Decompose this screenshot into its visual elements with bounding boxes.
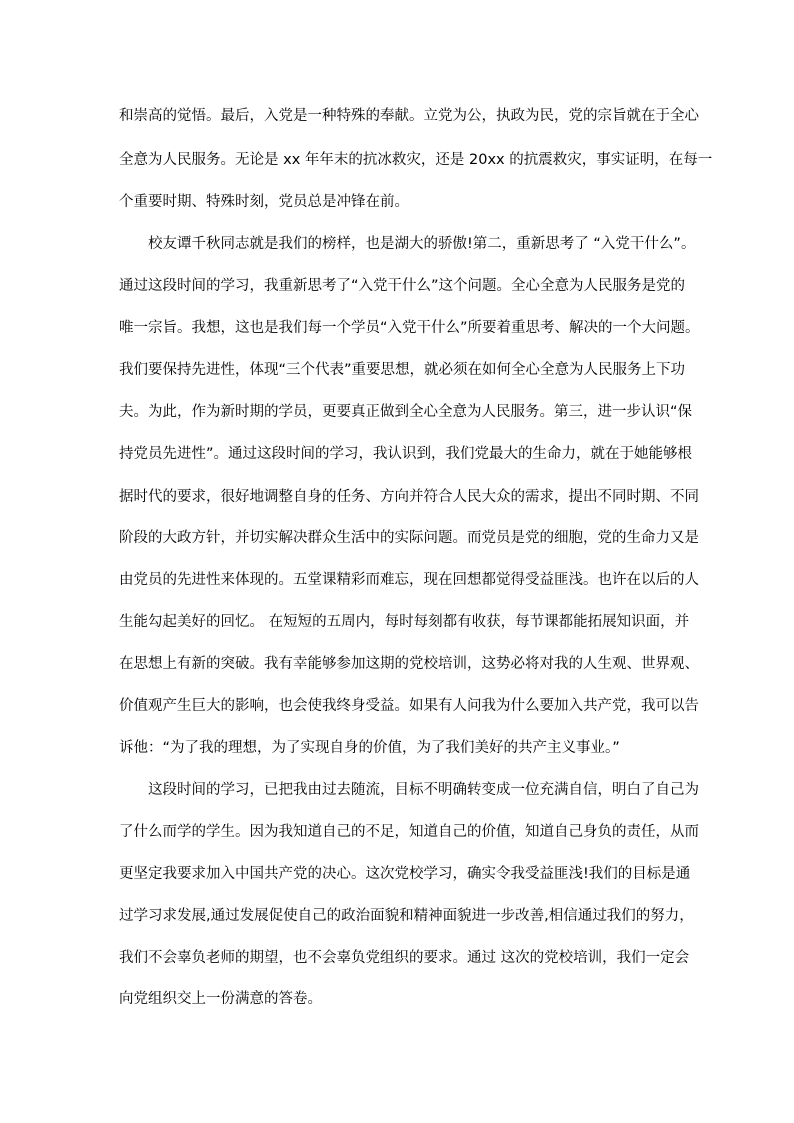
paragraph-line: 我们要保持先进性，体现“三个代表”重要思想，就必须在如何全心全意为人民服务上下功	[119, 362, 686, 378]
paragraph-line: 全意为人民服务。无论是 xx 年年末的抗冰救灾，还是 20xx 的抗震救灾，事实证明，在每一	[119, 152, 713, 168]
paragraph-line: 唯一宗旨。我想，这也是我们每一个学员“入党干什么”所要着重思考、解决的一个大问题。	[119, 320, 700, 336]
paragraph-line: 价值观产生巨大的影响，也会使我终身受益。如果有人问我为什么要加入共产党，我可以告	[119, 698, 699, 714]
paragraph-line: 我们不会辜负老师的期望，也不会辜负党组织的要求。通过 这次的党校培训，我们一定会	[119, 950, 690, 966]
paragraph-line: 通过这段时间的学习，我重新思考了“入党干什么”这个问题。全心全意为人民服务是党的	[119, 278, 686, 294]
paragraph-line: 由党员的先进性来体现的。五堂课精彩而难忘，现在回想都觉得受益匪浅。也许在以后的人	[119, 572, 699, 588]
paragraph-line: 据时代的要求，很好地调整自身的任务、方向并符合人民大众的需求，提出不同时期、不同	[119, 489, 699, 505]
paragraph-line: 诉他：“为了我的理想，为了实现自身的价值，为了我们美好的共产主义事业。”	[119, 740, 620, 756]
paragraph-line: 校友谭千秋同志就是我们的榜样，也是湖大的骄傲!第二，重新思考了 “入党干什么”。	[148, 236, 696, 252]
paragraph-line: 夫。为此，作为新时期的学员，更要真正做到全心全意为人民服务。第三，进一步认识“保	[119, 404, 693, 420]
paragraph-line: 阶段的大政方针，并切实解决群众生活中的实际问题。而党员是党的细胞，党的生命力又是	[119, 530, 699, 546]
paragraph-line: 持党员先进性”。通过这段时间的学习，我认识到，我们党最大的生命力，就在于她能够根	[119, 446, 693, 462]
paragraph-line: 这段时间的学习，已把我由过去随流，目标不明确转变成一位充满自信，明白了自己为	[148, 782, 699, 798]
paragraph-line: 和崇高的觉悟。最后，入党是一种特殊的奉献。立党为公，执政为民，党的宗旨就在于全心	[119, 108, 699, 124]
paragraph-line: 过学习求发展,通过发展促使自己的政治面貌和精神面貌进一步改善,相信通过我们的努力，	[119, 908, 694, 924]
paragraph-line: 生能勾起美好的回忆。 在短短的五周内，每时每刻都有收获，每节课都能拓展知识面，并	[119, 614, 690, 630]
paragraph-line: 了什么而学的学生。因为我知道自己的不足，知道自己的价值，知道自己身负的责任，从而	[119, 824, 699, 840]
paragraph-line: 更坚定我要求加入中国共产党的决心。这次党校学习，确实令我受益匪浅!我们的目标是通	[119, 866, 691, 882]
paragraph-line: 个重要时期、特殊时刻，党员总是冲锋在前。	[119, 194, 409, 210]
paragraph-line: 在思想上有新的突破。我有幸能够参加这期的党校培训，这势必将对我的人生观、世界观、	[119, 656, 699, 672]
paragraph-line: 向党组织交上一份满意的答卷。	[119, 991, 322, 1007]
